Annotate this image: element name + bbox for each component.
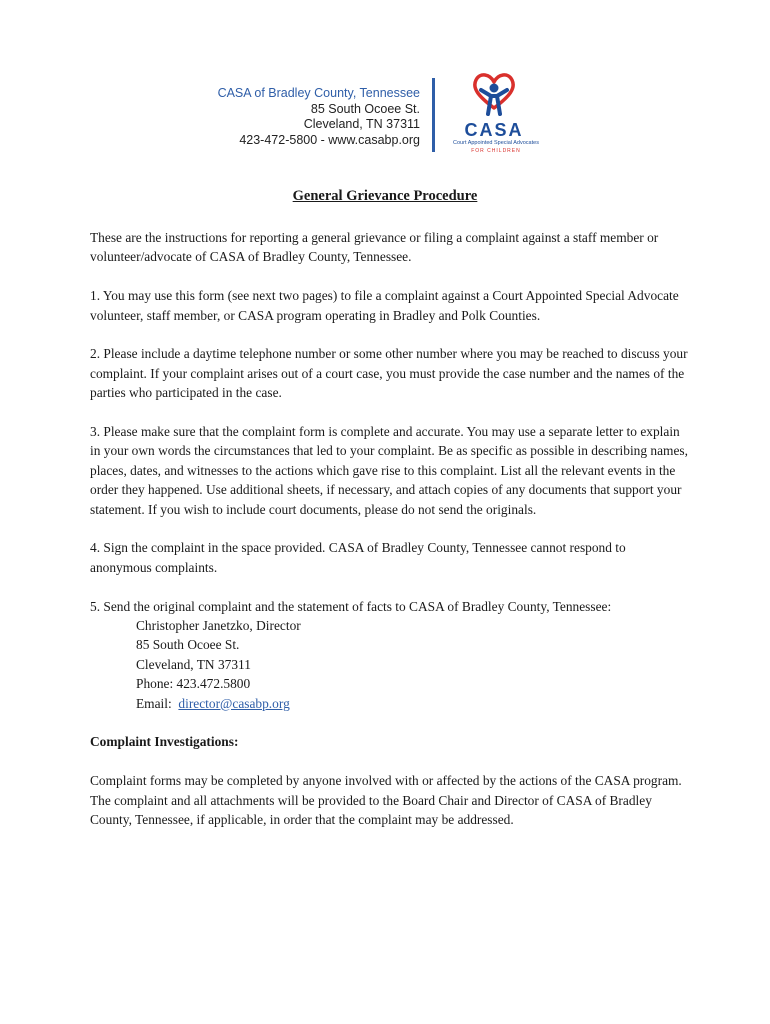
address-email-line bbox=[90, 694, 690, 713]
letterhead-org: CASA of Bradley County, Tennessee bbox=[217, 86, 420, 100]
letterhead-divider bbox=[432, 78, 435, 152]
step-1: 1. You may use this form (see next two pages) to file a complaint against a Court Appointed Special Advocate volunteer, staff member, or CASA program operating in Bradley and Polk Counties. bbox=[90, 288, 679, 323]
letterhead-contact: 423-472-5800 - www.casabp.org bbox=[239, 132, 420, 147]
step-5: 5. Send the original complaint and the statement of facts to CASA of Bradley County, Tennessee: bbox=[90, 598, 612, 614]
logo-tagline: Court Appointed Special Advocates bbox=[453, 140, 539, 146]
investigations-heading: Complaint Investigations: bbox=[90, 734, 239, 750]
intro-paragraph: These are the instructions for reporting a general grievance or filing a complaint against a staff member or volunteer/advocate of CASA of Bradley County, Tennessee. bbox=[90, 230, 659, 265]
step-3: 3. Please make sure that the complaint form is complete and accurate. You may use a separate letter to explain in your own words the circumstances that led to your complaint. Be as specific as possible in describing names, places, dates, and witnesses to the actions which gave rise to this complaint. List all the relevant events in the order they happened. Use additional sheets, if necessary, and attach copies of any documents that support your statement. If you wish to include court documents, please do not send the originals. bbox=[90, 424, 688, 517]
email-link[interactable]: director@casabp.org bbox=[178, 695, 290, 711]
investigations-body: Complaint forms may be completed by anyone involved with or affected by the actions of the CASA program. The complaint and all attachments will be provided to the Board Chair and Director of CASA of Bradley County, Tennessee, if applicable, in order that the complaint may be addressed. bbox=[90, 773, 682, 828]
heart-child-icon bbox=[448, 68, 540, 124]
letterhead-city: Cleveland, TN 37311 bbox=[303, 117, 420, 131]
logo-tagline-children: FOR CHILDREN bbox=[471, 148, 521, 154]
address-city: Cleveland, TN 37311 bbox=[136, 656, 251, 672]
page-title: General Grievance Procedure bbox=[292, 188, 478, 204]
document-body bbox=[90, 228, 690, 849]
address-street: 85 South Ocoee St. bbox=[136, 637, 240, 653]
address-name: Christopher Janetzko, Director bbox=[136, 618, 301, 634]
step-4: 4. Sign the complaint in the space provided. CASA of Bradley County, Tennessee cannot respond to anonymous complaints. bbox=[90, 540, 626, 575]
email-label: Email: bbox=[136, 695, 172, 711]
step-2: 2. Please include a daytime telephone number or some other number where you may be reached to discuss your complaint. If your complaint arises out of a court case, you must provide the case number and the names of the parties who participated in the case. bbox=[90, 346, 688, 401]
address-phone: Phone: 423.472.5800 bbox=[136, 676, 251, 692]
letterhead bbox=[180, 86, 420, 148]
letterhead-street: 85 South Ocoee St. bbox=[310, 101, 420, 116]
logo-wordmark: CASA bbox=[464, 120, 524, 140]
casa-logo bbox=[448, 68, 548, 158]
